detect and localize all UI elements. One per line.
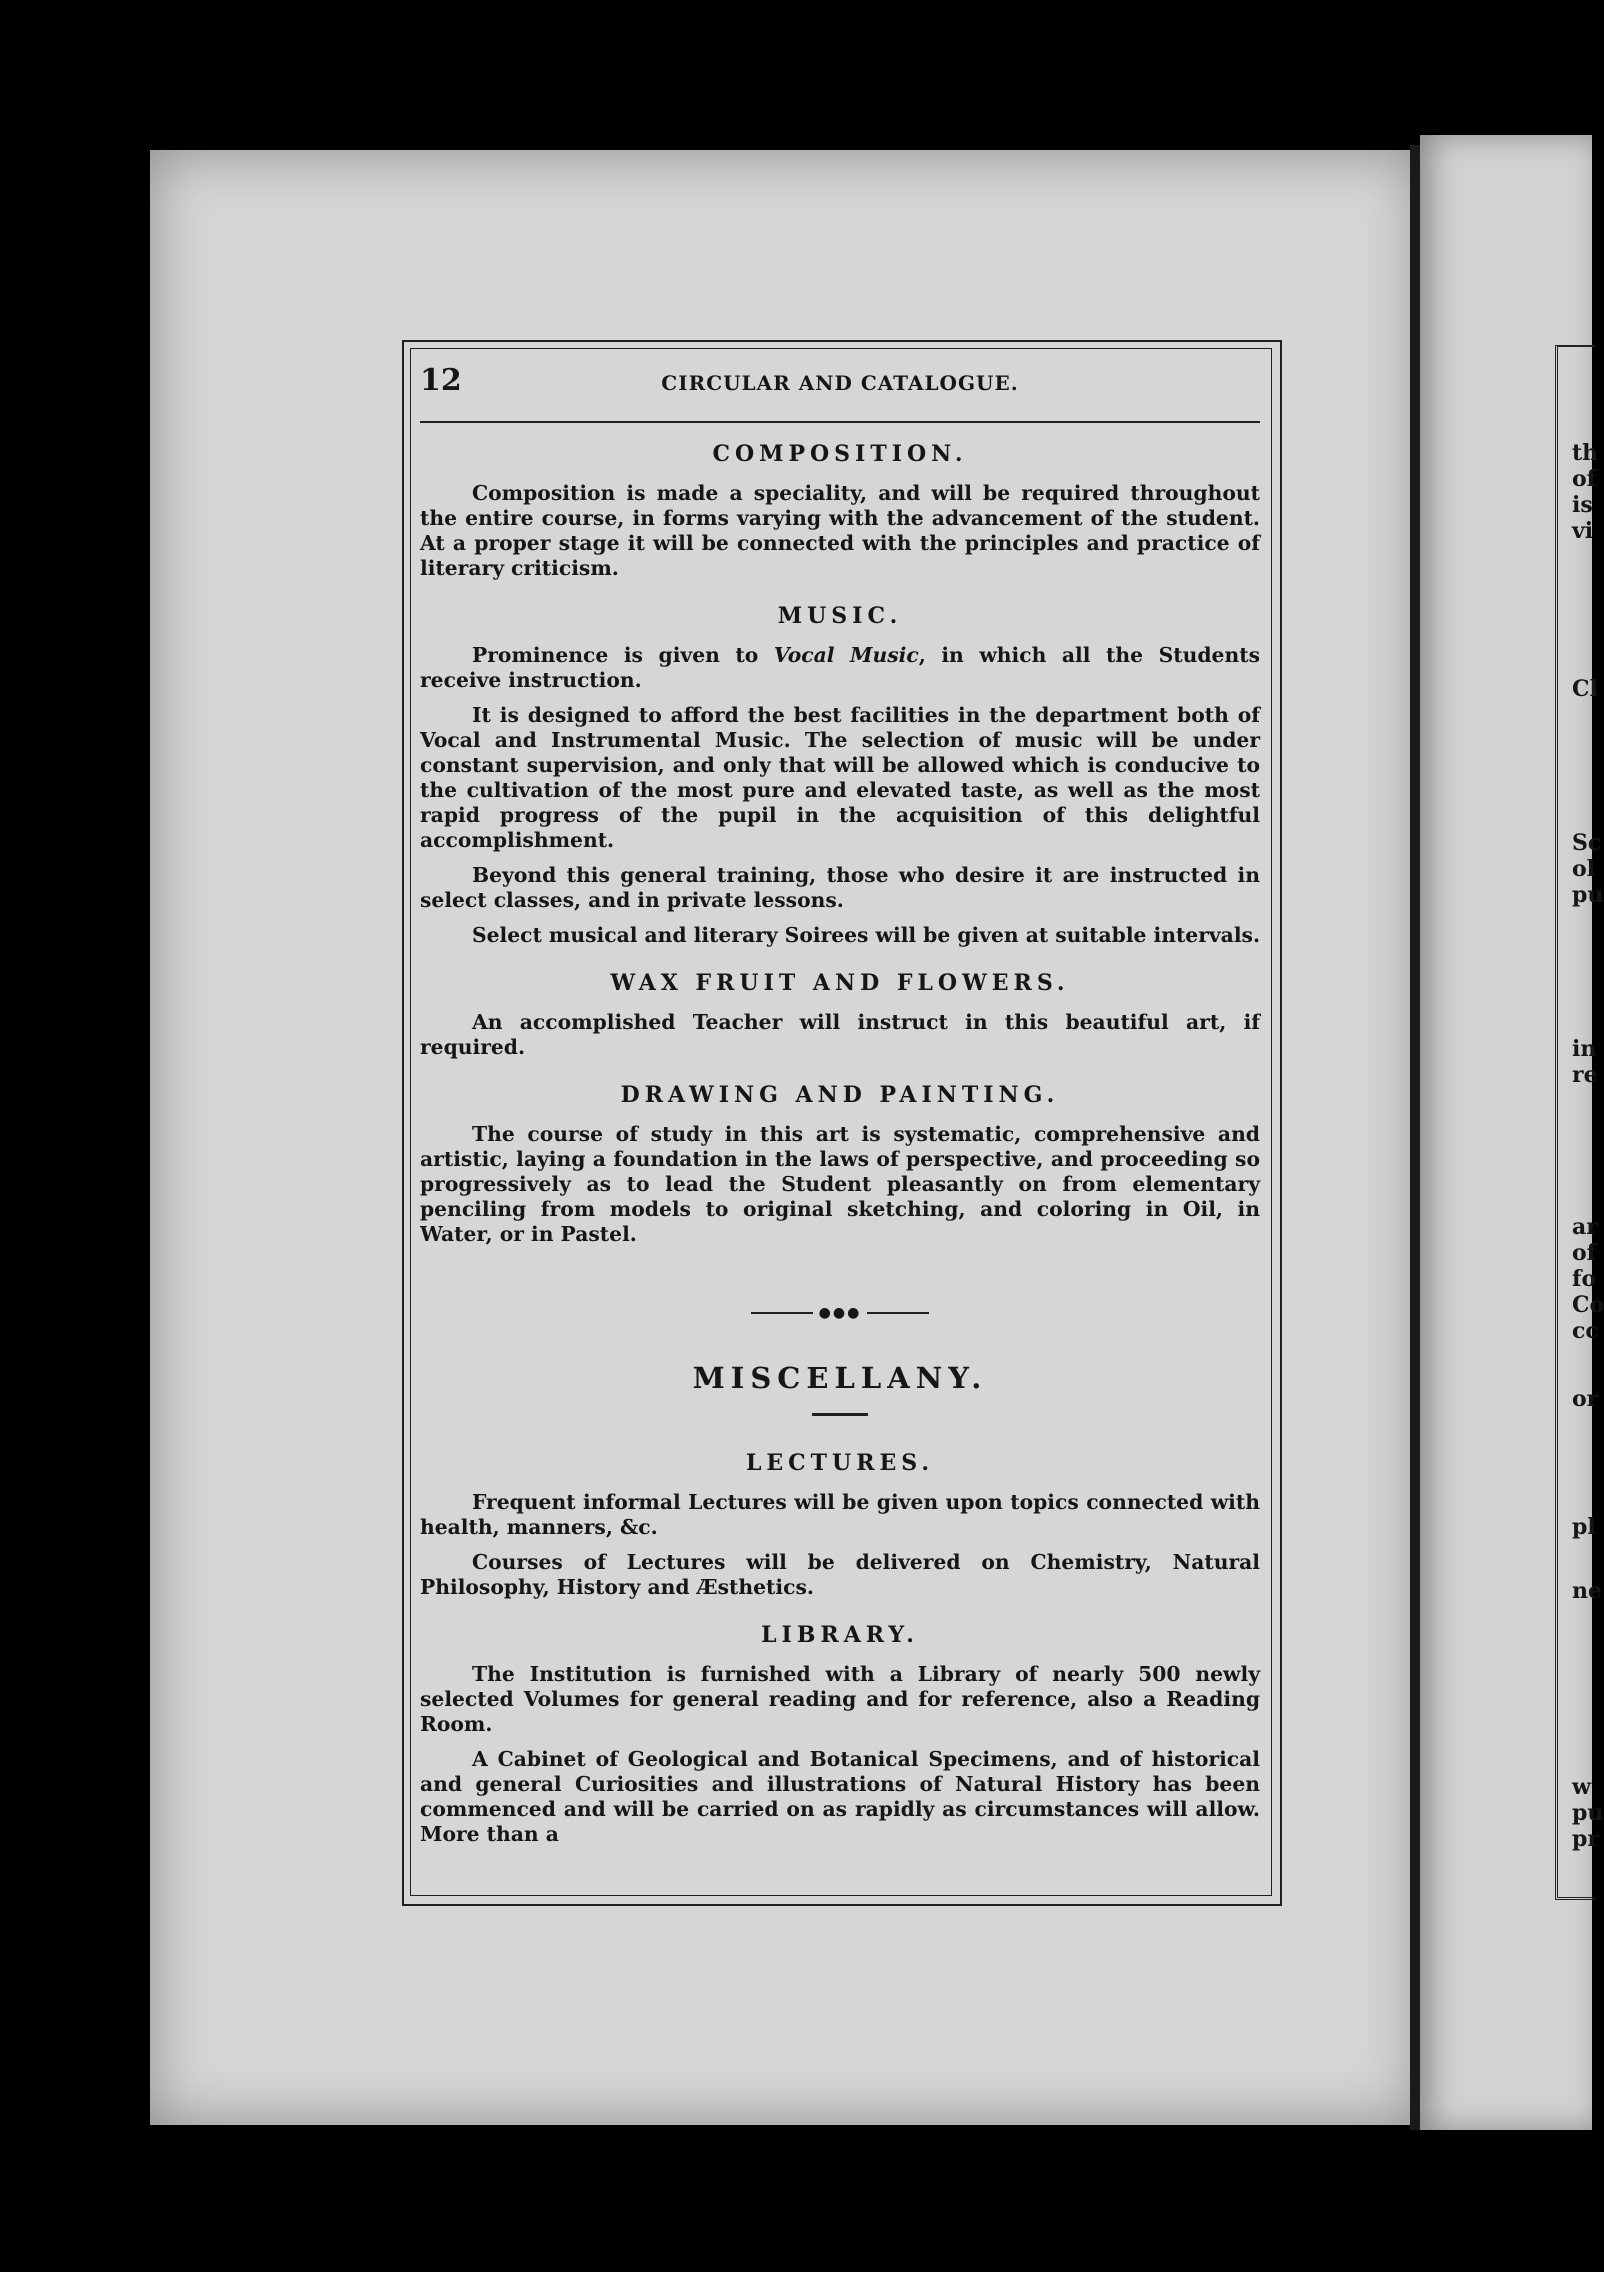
paragraph: It is designed to afford the best facilities in the department both of Vocal and Instrumental Music. The selection of music will be under constant supervision, and only that will be allowed which is conducive to the cultivation of the most pure and elevated taste, as well as the most rapid progress of the pupil in the acquisition of this delightful accomplishment. — [420, 703, 1260, 852]
adjacent-page-fragment: ar — [1572, 1214, 1598, 1240]
adjacent-page-fragment: th — [1572, 440, 1599, 466]
adjacent-page-fragment: vi — [1572, 518, 1594, 544]
adjacent-page-fragment: ol — [1572, 856, 1596, 882]
adjacent-page-fragment: pr — [1572, 1826, 1599, 1852]
short-rule — [812, 1413, 868, 1416]
section-wax-fruit — [420, 970, 1260, 1060]
header-rule — [420, 421, 1260, 423]
paragraph: The course of study in this art is systematic, comprehensive and artistic, laying a foundation in the laws of perspective, and proceeding so progressively as to lead the Student pleasantly on from elementary penciling from models to original sketching, and coloring in Oil, in Water, or in Pastel. — [420, 1122, 1260, 1246]
section-music — [420, 603, 1260, 948]
adjacent-page-fragment: fo — [1572, 1266, 1597, 1292]
adjacent-page-fragment: pu — [1572, 882, 1604, 908]
section-heading: MUSIC. — [777, 603, 903, 629]
paragraph: Select musical and literary Soirees will be given at suitable intervals. — [472, 923, 1261, 947]
section-heading: WAX FRUIT AND FLOWERS. — [610, 970, 1070, 996]
paragraph — [420, 643, 1260, 693]
section-heading: COMPOSITION. — [712, 441, 968, 467]
adjacent-page-fragment: Cl — [1572, 676, 1598, 702]
section-library — [420, 1622, 1260, 1847]
section-heading: DRAWING AND PAINTING. — [620, 1082, 1060, 1108]
paragraph-text: Prominence is given to — [472, 643, 774, 667]
ornament-line — [751, 1312, 813, 1314]
emphasis-text: Vocal Music — [773, 643, 919, 667]
adjacent-page-fragment: Co — [1572, 1292, 1604, 1318]
adjacent-page-fragment: of — [1572, 466, 1597, 492]
page-content — [420, 355, 1260, 1869]
adjacent-page-fragment: in — [1572, 1036, 1597, 1062]
adjacent-page-fragment: re — [1572, 1062, 1598, 1088]
adjacent-page-fragment: pu — [1572, 1800, 1604, 1826]
paragraph: An accomplished Teacher will instruct in this beautiful art, if required. — [420, 1010, 1260, 1059]
paragraph-text: , in which all the Students receive instruction. — [420, 643, 1260, 692]
page-number: 12 — [420, 363, 462, 398]
adjacent-page-fragment: w — [1572, 1774, 1591, 1800]
adjacent-page-fragment: cc — [1572, 1318, 1599, 1344]
section-composition — [420, 441, 1260, 581]
adjacent-page-fragment: or — [1572, 1386, 1599, 1412]
paragraph: Beyond this general training, those who desire it are instructed in select classes, and in private lessons. — [420, 863, 1260, 912]
ornament-line — [867, 1312, 929, 1314]
paragraph: Courses of Lectures will be delivered on Chemistry, Natural Philosophy, History and Æsthetics. — [420, 1550, 1260, 1599]
adjacent-page-fragment: ne — [1572, 1578, 1602, 1604]
adjacent-page-fragment: Sc — [1572, 830, 1602, 856]
section-lectures — [420, 1450, 1260, 1600]
section-heading: LIBRARY. — [761, 1622, 919, 1648]
paragraph: A Cabinet of Geological and Botanical Specimens, and of historical and general Curiosities and illustrations of Natural History has been commenced and will be carried on as rapidly as circumstances will allow. More than a — [420, 1747, 1260, 1846]
section-drawing — [420, 1082, 1260, 1247]
adjacent-page-fragment: of — [1572, 1240, 1597, 1266]
section-heading: LECTURES. — [745, 1450, 935, 1476]
running-title: CIRCULAR AND CATALOGUE. — [661, 371, 1019, 395]
adjacent-page-fragment: is — [1572, 492, 1593, 518]
book-gutter — [1410, 145, 1420, 2130]
adjacent-page-fragment: pl — [1572, 1514, 1596, 1540]
running-header — [420, 355, 1260, 423]
paragraph: The Institution is furnished with a Library of nearly 500 newly selected Volumes for general reading and for reference, also a Reading Room. — [420, 1662, 1260, 1736]
paragraph: Frequent informal Lectures will be given upon topics connected with health, manners, &c. — [420, 1490, 1260, 1539]
chapter-heading: MISCELLANY. — [692, 1361, 988, 1395]
paragraph: Composition is made a speciality, and will be required throughout the entire course, in forms varying with the advancement of the student. At a proper stage it will be connected with the principles and practice of literary criticism. — [420, 481, 1260, 580]
ornament-divider — [420, 1305, 1260, 1321]
adjacent-page-frame — [1555, 345, 1595, 1900]
ornament-dots: ●●● — [818, 1305, 862, 1321]
